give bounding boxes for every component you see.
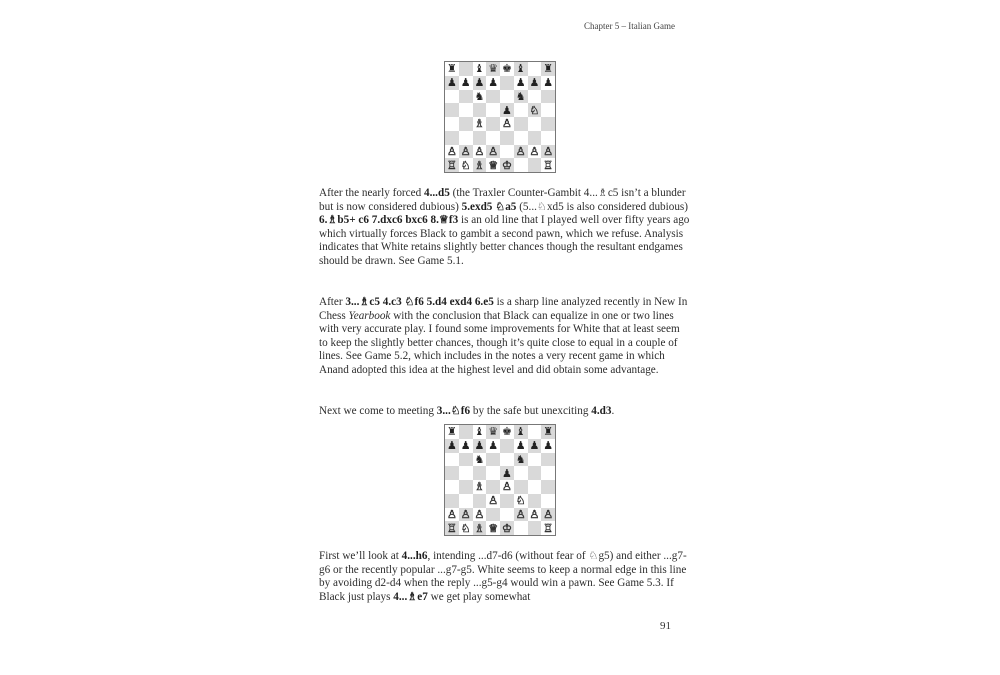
black-knight-icon: ♞ bbox=[515, 452, 526, 466]
board-square bbox=[459, 453, 473, 467]
board-square bbox=[459, 103, 473, 117]
white-knight-icon: ♘ bbox=[529, 103, 540, 117]
board-square bbox=[500, 117, 514, 131]
black-pawn-icon: ♟ bbox=[515, 76, 526, 90]
board-square bbox=[541, 103, 555, 117]
board-square bbox=[541, 425, 555, 439]
board-square bbox=[500, 90, 514, 104]
board-square bbox=[541, 508, 555, 522]
board-square bbox=[500, 494, 514, 508]
board-square bbox=[473, 466, 487, 480]
white-king-icon: ♔ bbox=[501, 521, 512, 535]
board-square bbox=[445, 76, 459, 90]
board-square bbox=[445, 521, 459, 535]
board-square bbox=[514, 76, 528, 90]
board-square bbox=[486, 117, 500, 131]
board-square bbox=[514, 521, 528, 535]
white-pawn-icon: ♙ bbox=[501, 480, 512, 494]
board-square bbox=[445, 466, 459, 480]
white-pawn-icon: ♙ bbox=[446, 507, 457, 521]
chess-diagram-2 bbox=[444, 424, 556, 536]
black-pawn-icon: ♟ bbox=[501, 103, 512, 117]
board-square bbox=[528, 158, 542, 172]
board-square bbox=[514, 466, 528, 480]
black-rook-icon: ♜ bbox=[446, 425, 457, 439]
chess-diagram-1 bbox=[444, 61, 556, 173]
white-pawn-icon: ♙ bbox=[474, 144, 485, 158]
black-king-icon: ♚ bbox=[501, 425, 512, 439]
board-square bbox=[459, 466, 473, 480]
black-rook-icon: ♜ bbox=[446, 62, 457, 76]
board-square bbox=[541, 466, 555, 480]
black-knight-icon: ♞ bbox=[474, 452, 485, 466]
black-pawn-icon: ♟ bbox=[501, 466, 512, 480]
board-square bbox=[500, 480, 514, 494]
board-square bbox=[486, 103, 500, 117]
white-knight-icon: ♘ bbox=[460, 158, 471, 172]
board-square bbox=[473, 62, 487, 76]
page-number: 91 bbox=[660, 620, 671, 632]
board-square bbox=[541, 158, 555, 172]
board-square bbox=[459, 494, 473, 508]
board-square bbox=[500, 131, 514, 145]
board-square bbox=[459, 480, 473, 494]
board-square bbox=[541, 439, 555, 453]
board-square bbox=[486, 466, 500, 480]
white-pawn-icon: ♙ bbox=[446, 144, 457, 158]
board-square bbox=[541, 480, 555, 494]
board-square bbox=[528, 131, 542, 145]
board-square bbox=[473, 158, 487, 172]
board-square bbox=[473, 439, 487, 453]
board-square bbox=[459, 76, 473, 90]
board-square bbox=[514, 158, 528, 172]
white-knight-icon: ♘ bbox=[460, 521, 471, 535]
black-knight-icon: ♞ bbox=[474, 89, 485, 103]
black-queen-icon: ♛ bbox=[488, 62, 499, 76]
board-square bbox=[486, 145, 500, 159]
black-pawn-icon: ♟ bbox=[446, 76, 457, 90]
white-rook-icon: ♖ bbox=[543, 158, 554, 172]
board-square bbox=[528, 521, 542, 535]
board-square bbox=[473, 453, 487, 467]
white-bishop-icon: ♗ bbox=[474, 480, 485, 494]
board-square bbox=[486, 76, 500, 90]
board-square bbox=[528, 494, 542, 508]
board-square bbox=[500, 76, 514, 90]
board-square bbox=[528, 90, 542, 104]
white-rook-icon: ♖ bbox=[543, 521, 554, 535]
board-square bbox=[500, 453, 514, 467]
board-square bbox=[459, 131, 473, 145]
board-square bbox=[514, 480, 528, 494]
board-square bbox=[459, 508, 473, 522]
white-pawn-icon: ♙ bbox=[488, 494, 499, 508]
white-pawn-icon: ♙ bbox=[474, 507, 485, 521]
black-queen-icon: ♛ bbox=[488, 425, 499, 439]
board-square bbox=[528, 480, 542, 494]
black-rook-icon: ♜ bbox=[543, 425, 554, 439]
board-square bbox=[528, 145, 542, 159]
board-square bbox=[500, 521, 514, 535]
board-square bbox=[459, 117, 473, 131]
board-square bbox=[514, 103, 528, 117]
board-square bbox=[500, 103, 514, 117]
white-bishop-icon: ♗ bbox=[474, 158, 485, 172]
board-square bbox=[473, 103, 487, 117]
board-square bbox=[500, 158, 514, 172]
black-bishop-icon: ♝ bbox=[474, 62, 485, 76]
white-queen-icon: ♕ bbox=[488, 521, 499, 535]
board-square bbox=[514, 90, 528, 104]
board-square bbox=[473, 480, 487, 494]
white-pawn-icon: ♙ bbox=[501, 117, 512, 131]
board-square bbox=[445, 117, 459, 131]
board-square bbox=[541, 117, 555, 131]
board-square bbox=[514, 425, 528, 439]
board-square bbox=[541, 62, 555, 76]
board-square bbox=[445, 480, 459, 494]
black-rook-icon: ♜ bbox=[543, 62, 554, 76]
paragraph-d3-intro: Next we come to meeting 3...♘f6 by the safe but unexciting 4.d3. bbox=[319, 405, 615, 417]
board-square bbox=[473, 131, 487, 145]
board-square bbox=[541, 494, 555, 508]
board-square bbox=[445, 145, 459, 159]
board-square bbox=[473, 90, 487, 104]
board-square bbox=[500, 466, 514, 480]
board-square bbox=[486, 62, 500, 76]
board-square bbox=[445, 425, 459, 439]
white-bishop-icon: ♗ bbox=[474, 521, 485, 535]
board-square bbox=[541, 131, 555, 145]
black-bishop-icon: ♝ bbox=[515, 62, 526, 76]
white-queen-icon: ♕ bbox=[488, 158, 499, 172]
black-pawn-icon: ♟ bbox=[488, 439, 499, 453]
board-square bbox=[514, 453, 528, 467]
board-square bbox=[486, 494, 500, 508]
board-square bbox=[445, 508, 459, 522]
board-square bbox=[541, 76, 555, 90]
black-pawn-icon: ♟ bbox=[460, 76, 471, 90]
white-rook-icon: ♖ bbox=[446, 521, 457, 535]
board-square bbox=[514, 508, 528, 522]
black-pawn-icon: ♟ bbox=[529, 439, 540, 453]
black-bishop-icon: ♝ bbox=[515, 425, 526, 439]
white-pawn-icon: ♙ bbox=[515, 507, 526, 521]
board-square bbox=[473, 508, 487, 522]
board-square bbox=[459, 62, 473, 76]
board-square bbox=[445, 62, 459, 76]
black-pawn-icon: ♟ bbox=[529, 76, 540, 90]
black-knight-icon: ♞ bbox=[515, 89, 526, 103]
board-square bbox=[486, 521, 500, 535]
white-pawn-icon: ♙ bbox=[460, 144, 471, 158]
board-square bbox=[514, 494, 528, 508]
board-square bbox=[459, 425, 473, 439]
board-square bbox=[486, 90, 500, 104]
board-square bbox=[541, 90, 555, 104]
board-square bbox=[473, 494, 487, 508]
board-square bbox=[459, 158, 473, 172]
paragraph-h6-line: First we’ll look at 4...h6, intending ...d7-d6 (without fear of ♘g5) and either ...g7-g6 or the recently popular ...g7-g5. White seems to keep a normal edge in this line by avoiding d2-d4 when the reply ...g5-g4 would win a pawn. See Game 5.3. If Black just plays 4...♗e7 we get play somewhat bbox=[319, 550, 687, 603]
board-square bbox=[473, 521, 487, 535]
board-square bbox=[541, 453, 555, 467]
white-pawn-icon: ♙ bbox=[460, 507, 471, 521]
board-square bbox=[541, 145, 555, 159]
white-pawn-icon: ♙ bbox=[529, 507, 540, 521]
board-square bbox=[514, 439, 528, 453]
board-square bbox=[445, 439, 459, 453]
paragraph-traxler: After the nearly forced 4...d5 (the Traxler Counter-Gambit 4...♗c5 isn’t a blunder but is now considered dubious) 5.exd5 ♘a5 (5...♘xd5 is also considered dubious) 6.♗b5+ c6 7.dxc6 bxc6 8.♕f3 is an old line that I played well over fifty years ago which virtually forces Black to gambit a second pawn, which we refuse. Analysis indicates that White retains slightly better chances though the resultant endgames should be drawn. See Game 5.1. bbox=[319, 187, 690, 267]
running-header: Chapter 5 – Italian Game bbox=[584, 21, 675, 31]
white-king-icon: ♔ bbox=[501, 158, 512, 172]
board-square bbox=[473, 425, 487, 439]
black-pawn-icon: ♟ bbox=[474, 439, 485, 453]
paragraph-c3-line: After 3...♗c5 4.c3 ♘f6 5.d4 exd4 6.e5 is a sharp line analyzed recently in New In Chess Yearbook with the conclusion that Black can equalize in one or two lines with very accurate play. I found some improvements for White that at least seem to keep the slightly better chances, though it’s quite close to equal in a couple of lines. See Game 5.2, which includes in the notes a very recent game in which Anand adopted this idea at the highest level and did obtain some advantage. bbox=[319, 296, 688, 376]
board-square bbox=[528, 466, 542, 480]
board-square bbox=[528, 76, 542, 90]
board-square bbox=[486, 439, 500, 453]
board-square bbox=[445, 453, 459, 467]
board-square bbox=[500, 425, 514, 439]
white-rook-icon: ♖ bbox=[446, 158, 457, 172]
board-square bbox=[459, 439, 473, 453]
black-pawn-icon: ♟ bbox=[446, 439, 457, 453]
board-square bbox=[445, 494, 459, 508]
board-square bbox=[500, 145, 514, 159]
board-square bbox=[528, 62, 542, 76]
board-square bbox=[500, 439, 514, 453]
white-pawn-icon: ♙ bbox=[515, 144, 526, 158]
black-pawn-icon: ♟ bbox=[474, 76, 485, 90]
board-square bbox=[528, 103, 542, 117]
board-square bbox=[473, 76, 487, 90]
board-square bbox=[445, 90, 459, 104]
board-square bbox=[500, 508, 514, 522]
white-pawn-icon: ♙ bbox=[488, 144, 499, 158]
board-square bbox=[486, 480, 500, 494]
white-knight-icon: ♘ bbox=[515, 494, 526, 508]
board-square bbox=[528, 453, 542, 467]
white-pawn-icon: ♙ bbox=[543, 507, 554, 521]
board-square bbox=[528, 439, 542, 453]
board-square bbox=[445, 158, 459, 172]
board-square bbox=[486, 508, 500, 522]
black-king-icon: ♚ bbox=[501, 62, 512, 76]
white-pawn-icon: ♙ bbox=[529, 144, 540, 158]
board-square bbox=[486, 131, 500, 145]
board-square bbox=[514, 145, 528, 159]
board-square bbox=[486, 158, 500, 172]
board-square bbox=[500, 62, 514, 76]
board-square bbox=[473, 145, 487, 159]
board-square bbox=[541, 521, 555, 535]
board-square bbox=[514, 117, 528, 131]
board-square bbox=[459, 90, 473, 104]
white-pawn-icon: ♙ bbox=[543, 144, 554, 158]
black-pawn-icon: ♟ bbox=[488, 76, 499, 90]
black-bishop-icon: ♝ bbox=[474, 425, 485, 439]
board-square bbox=[528, 508, 542, 522]
black-pawn-icon: ♟ bbox=[460, 439, 471, 453]
board-square bbox=[528, 425, 542, 439]
black-pawn-icon: ♟ bbox=[543, 76, 554, 90]
board-square bbox=[514, 62, 528, 76]
black-pawn-icon: ♟ bbox=[543, 439, 554, 453]
white-bishop-icon: ♗ bbox=[474, 117, 485, 131]
board-square bbox=[486, 453, 500, 467]
board-square bbox=[445, 131, 459, 145]
board-square bbox=[473, 117, 487, 131]
board-square bbox=[486, 425, 500, 439]
black-pawn-icon: ♟ bbox=[515, 439, 526, 453]
board-square bbox=[514, 131, 528, 145]
board-square bbox=[459, 145, 473, 159]
board-square bbox=[459, 521, 473, 535]
board-square bbox=[445, 103, 459, 117]
board-square bbox=[528, 117, 542, 131]
